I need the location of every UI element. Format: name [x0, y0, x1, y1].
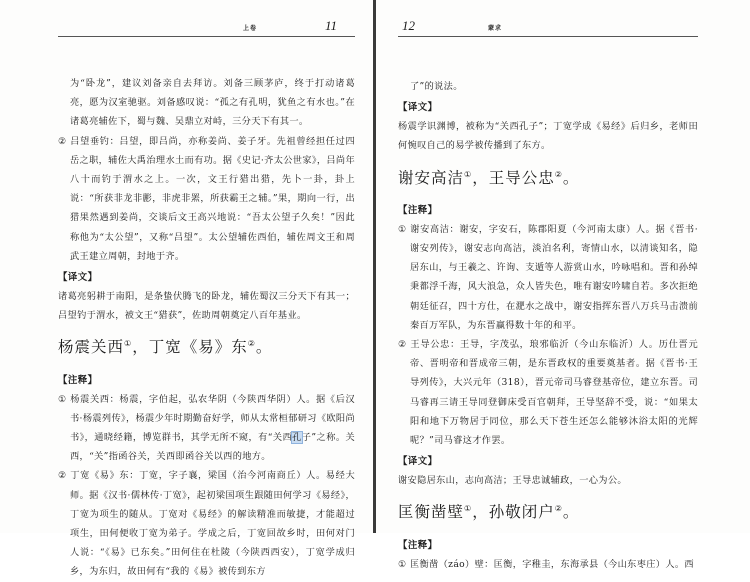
note-number: ②: [398, 338, 407, 350]
note-item: [58, 466, 355, 581]
footnote-marker: ①: [464, 169, 473, 179]
heading-part: 谢安高洁: [398, 168, 465, 187]
translation-text: 诸葛亮躬耕于南阳，是条蛰伏腾飞的卧龙，辅佐蜀汉三分天下有其一；吕望钓于渭水，被文王“猎获”，佐助周朝奠定八百年基业。: [58, 291, 355, 322]
left-page-body: [58, 37, 355, 582]
page-number: 12: [402, 18, 415, 33]
translation-label: 【译文】: [58, 272, 98, 284]
footnote-marker: ②: [554, 169, 563, 179]
verse-heading: [58, 333, 355, 358]
translation-label: 【译文】: [398, 456, 438, 468]
note-text: 谢安高洁：谢安，字安石，陈郡阳夏（今河南太康）人。据《晋书·谢安列传》，谢安志向高洁，淡泊名利，寄情山水，以清谈知名，隐居东山，与王羲之、许询、支遁等人游赏山水，吟咏唱和。晋和孙绰秉都浮千海，风大浪急，众人皆失色，唯有谢安吟啸自若。多次拒绝朝廷征召，四十方仕，在淝水之战中，谢安指挥东晋八万兵马击溃前秦百万军队，为东晋赢得数十年的和平。: [410, 223, 698, 331]
notes-label: 【注释】: [398, 204, 438, 216]
right-page-body: [398, 37, 698, 574]
paragraph: 为“卧龙”，建议刘备亲自去拜访。刘备三顾茅庐，终于打动诸葛亮，愿为汉室驰驱。刘备感叹说：“孤之有孔明，犹鱼之有水也。”在诸葛亮辅佐下，蜀与魏、吴鼎立对峙，三分天下有其一。: [70, 78, 355, 128]
note-item: [398, 335, 698, 450]
notes-label: 【注释】: [398, 539, 438, 551]
note-number: ①: [398, 558, 407, 570]
book-gutter: [373, 0, 376, 533]
page-number: 11: [324, 18, 337, 33]
left-page-header: [58, 6, 355, 37]
translation-label: 【译文】: [398, 102, 438, 114]
paragraph: 了”的说法。: [410, 81, 463, 92]
note-text: 匡衡凿（záo）壁：匡衡，字稚圭，东海承县（今山东枣庄）人。西: [410, 558, 694, 570]
note-item: [398, 220, 698, 335]
heading-part: 杨震关西: [58, 338, 125, 357]
heading-part: ，孙敬闭户: [472, 503, 555, 522]
note-text: 子”之称。关西，“关”指函谷关，关西即函谷关以西的地方。: [70, 432, 356, 463]
note-text: 吕望垂钓：吕望，即吕尚，亦称姜尚、姜子牙。先祖曾经担任过四岳之职，辅佐大禹治理水土而有功。据《史记·齐太公世家》，吕尚年八十而钓于渭水之上。一次，文王行猎出猎，先卜一卦，卦上说：“所获非龙非彲，非虎非罴，所获霸王之辅。”果，期向一行，出猎果然遇到姜尚，交谈后文王高兴地说：“吾太公望子久矣！”因此称他为“太公望”，又称“吕望”。太公望辅佐西伯，辅佐周文王和周武王建立周朝，封地于齐。: [70, 135, 355, 262]
note-item: [58, 390, 356, 467]
note-item: [58, 132, 355, 266]
note-text: 王导公忠：王导，字茂弘，琅邪临沂（今山东临沂）人。历仕晋元帝、晋明帝和晋成帝三朝，是东晋政权的重要奠基者。据《晋书·王导列传》，大兴元年（318），晋元帝司马睿登基帝位，建立东晋。司马睿再三请王导同登御床受百官朝拜，王导坚辞不受，说：“如果太阳和地下万物居于同位，那么天下苍生还怎么能够沐浴太阳的光辉呢？”司马睿这才作罢。: [410, 338, 698, 446]
note-item: [398, 555, 698, 574]
note-text: 杨震关西：杨震，字伯起，弘农华阴（今陕西华阴）人。据《后汉书·杨震列传》，杨震少年时期勤奋好学，师从太常桓郁研习《欧阳尚书》，通晓经籍，博览群书，其学无所不窥，有“关西: [70, 393, 355, 443]
right-page: [398, 0, 698, 570]
running-title: 蒙求: [488, 25, 503, 32]
note-number: ②: [58, 135, 67, 147]
heading-part: 。: [255, 338, 273, 357]
footnote-marker: ①: [124, 339, 133, 349]
text-selection-highlight[interactable]: 孔: [292, 432, 302, 443]
verse-heading: [398, 164, 698, 189]
left-page: [58, 0, 356, 578]
footnote-marker: ①: [464, 504, 473, 514]
heading-part: ，丁宽《易》东: [132, 338, 248, 357]
right-page-header: [398, 6, 698, 37]
translation-text: 谢安隐居东山，志向高洁；王导忠诚辅政，一心为公。: [398, 475, 627, 487]
translation-text: 杨震学识渊博，被称为“关西孔子”；丁宽学成《易经》后归乡，老师田何惋叹自己的易学被传播到了东方。: [398, 121, 698, 152]
notes-label: 【注释】: [58, 374, 98, 386]
footnote-marker: ②: [554, 504, 563, 514]
heading-part: 。: [562, 503, 580, 522]
heading-part: 匡衡凿壁: [398, 503, 465, 522]
verse-heading: [398, 498, 698, 523]
note-text: 丁宽《易》东：丁宽，字子襄，梁国（治今河南商丘）人。易经大师。据《汉书·儒林传·丁宽》，起初梁国项生跟随田何学习《易经》，丁宽为项生的随从。丁宽对《易经》的解读精准而敏捷，才能超过项生，田何便收丁宽为弟子。学成之后，丁宽回故乡时，田何对门人说：“《易》已东矣。”田何住在杜陵（今陕西西安），丁宽学成归乡，为东归，故田何有“我的《易》被传到东方: [70, 470, 355, 578]
running-title: 上卷: [243, 25, 258, 32]
footnote-marker: ②: [247, 339, 256, 349]
heading-part: ，王导公忠: [472, 168, 555, 187]
heading-part: 。: [562, 168, 580, 187]
note-number: ①: [398, 223, 407, 235]
note-number: ②: [58, 470, 67, 482]
note-number: ①: [58, 393, 67, 405]
